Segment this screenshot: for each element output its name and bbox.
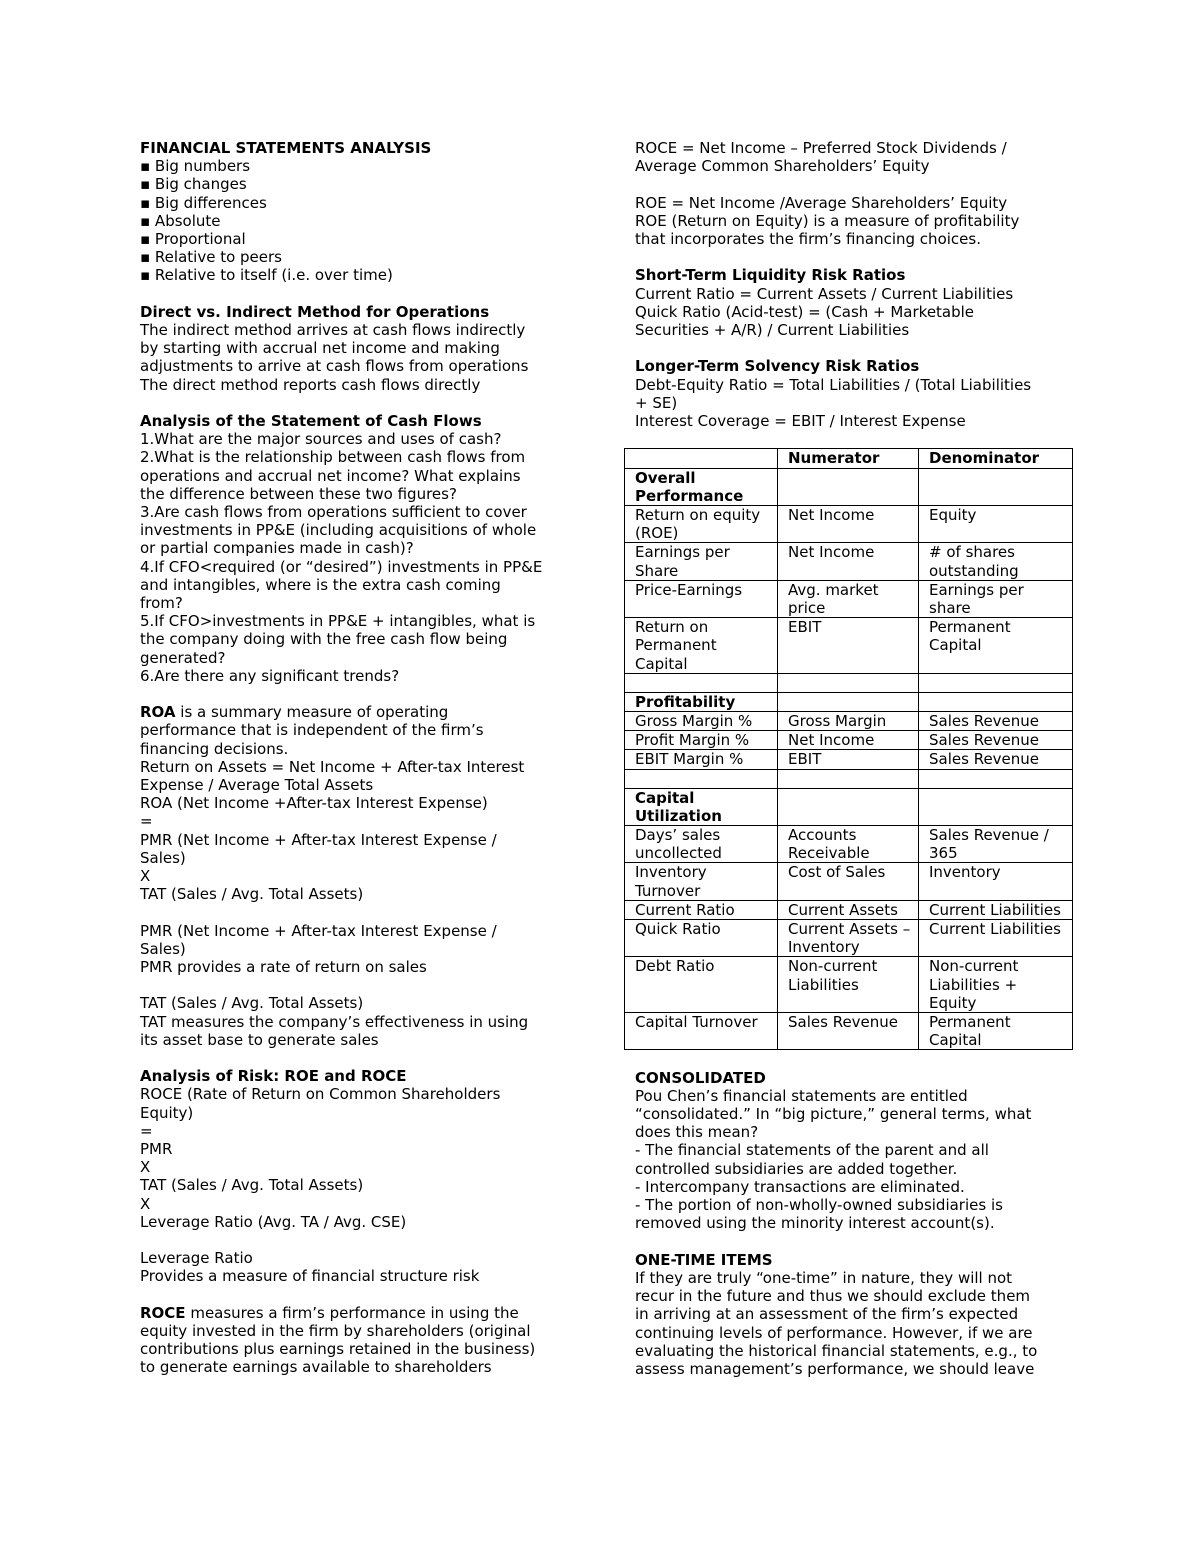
table-header-blank (625, 449, 778, 468)
consolidated-line: does this mean? (635, 1123, 759, 1142)
short-term-liquidity-text (635, 285, 1075, 340)
one-time-items-heading: ONE-TIME ITEMS (635, 1250, 773, 1269)
cash-flow-question-line: operations and accrual net income? What explains (140, 466, 521, 485)
roe-line: ROE (Return on Equity) is a measure of profitability (635, 211, 1020, 230)
roce-intro (140, 1304, 570, 1322)
numerator-cell: Gross Margin (778, 712, 919, 731)
denominator-cell (919, 673, 1073, 692)
numerator-cell: Non-current Liabilities (778, 957, 919, 1013)
roa-line: PMR (Net Income + After-tax Interest Expense / (140, 830, 497, 849)
one-time-items-line: evaluating the historical financial statements, e.g., to (635, 1341, 1038, 1360)
direct-method-line: by starting with accrual net income and making (140, 339, 500, 358)
ratio-name-cell: Capital Turnover (625, 1013, 778, 1050)
denominator-cell: Current Liabilities (919, 900, 1073, 919)
roa-line: Return on Assets = Net Income + After-tax Interest (140, 757, 525, 776)
denominator-cell: Inventory (919, 863, 1073, 900)
cash-flow-question-line: 3.Are cash flows from operations sufficient to cover (140, 503, 527, 522)
denominator-cell: Sales Revenue / 365 (919, 826, 1073, 863)
short-term-liquidity-line: Securities + A/R) / Current Liabilities (635, 321, 910, 339)
denominator-cell: Sales Revenue (919, 731, 1073, 750)
roa-line: = (140, 812, 153, 831)
roce-equation (635, 139, 1075, 175)
one-time-items-line: recur in the future and thus we should exclude them (635, 1287, 1031, 1306)
denominator-cell: Non-current Liabilities + Equity (919, 957, 1073, 1013)
table-header-row (625, 449, 1073, 468)
fsa-heading: FINANCIAL STATEMENTS ANALYSIS (140, 139, 432, 157)
consolidated-line: Pou Chen’s financial statements are entitled (635, 1086, 968, 1105)
numerator-cell (778, 468, 919, 505)
consolidated-text (635, 1087, 1075, 1233)
risk-line: Leverage Ratio (Avg. TA / Avg. CSE) (140, 1212, 407, 1231)
ratio-name-cell: Overall Performance (625, 468, 778, 505)
short-term-liquidity-heading: Short-Term Liquidity Risk Ratios (635, 266, 906, 285)
denominator-cell: # of shares outstanding (919, 543, 1073, 580)
ratio-name-cell: Current Ratio (625, 900, 778, 919)
one-time-items-line: in arriving at an assessment of the firm’s expected (635, 1305, 1019, 1324)
denominator-cell (919, 692, 1073, 711)
roce-intro-text: measures a firm’s performance in using the (185, 1303, 519, 1322)
table-row (625, 920, 1073, 957)
one-time-items-line: If they are truly “one-time” in nature, they will not (635, 1268, 1013, 1287)
solvency-line: + SE) (635, 393, 678, 412)
ratio-name-cell: Earnings per Share (625, 543, 778, 580)
one-time-items-line: assess management’s performance, we should leave (635, 1359, 1035, 1378)
roa-line: X (140, 867, 151, 886)
ratio-name-cell: Profit Margin % (625, 731, 778, 750)
cash-flow-question-line: 6.Are there any significant trends? (140, 666, 400, 685)
risk-line: PMR (140, 1140, 173, 1159)
risk-line: Equity) (140, 1103, 194, 1122)
tat-line: TAT measures the company’s effectiveness in using (140, 1012, 529, 1031)
cash-flow-question-line: from? (140, 594, 183, 613)
ratio-name-cell: Price-Earnings (625, 580, 778, 617)
roe-line: ROE = Net Income /Average Shareholders’ Equity (635, 193, 1008, 212)
pmr-line: Sales) (140, 939, 186, 958)
risk-line: TAT (Sales / Avg. Total Assets) (140, 1176, 364, 1195)
ratio-name-cell (625, 769, 778, 788)
roa-line: performance that is independent of the firm’s (140, 721, 484, 740)
ratio-name-cell: Profitability (625, 692, 778, 711)
solvency-line: Interest Coverage = EBIT / Interest Expense (635, 412, 966, 430)
roa-line: Expense / Average Total Assets (140, 776, 374, 795)
numerator-cell: EBIT (778, 750, 919, 769)
table-row (625, 900, 1073, 919)
direct-method-line: The direct method reports cash flows directly (140, 375, 481, 394)
left-column (140, 139, 570, 1377)
roa-text (140, 721, 570, 903)
direct-method-text (140, 321, 570, 394)
numerator-cell: Current Assets – Inventory (778, 920, 919, 957)
cash-flow-question-line: or partial companies made in cash)? (140, 539, 414, 558)
numerator-cell (778, 788, 919, 825)
roa-line: TAT (Sales / Avg. Total Assets) (140, 885, 364, 904)
table-header-numerator: Numerator (778, 449, 919, 468)
ratio-name-cell: EBIT Margin % (625, 750, 778, 769)
table-row (625, 580, 1073, 617)
fsa-bullet: ▪ Big numbers (140, 157, 251, 176)
ratio-name-cell: Inventory Turnover (625, 863, 778, 900)
roce-text (140, 1322, 570, 1377)
short-term-liquidity-line: Quick Ratio (Acid-test) = (Cash + Marketable (635, 302, 975, 321)
numerator-cell: Accounts Receivable (778, 826, 919, 863)
tat-line: its asset base to generate sales (140, 1030, 379, 1049)
roe-text (635, 194, 1075, 249)
solvency-line: Debt-Equity Ratio = Total Liabilities / (Total Liabilities (635, 375, 1032, 394)
consolidated-line: removed using the minority interest account(s). (635, 1214, 995, 1233)
pmr-text (140, 922, 570, 977)
cash-flow-question-line: 2.What is the relationship between cash flows from (140, 448, 526, 467)
pmr-line: PMR provides a rate of return on sales (140, 958, 427, 977)
ratio-table (624, 448, 1073, 1050)
numerator-cell (778, 692, 919, 711)
risk-analysis-heading: Analysis of Risk: ROE and ROCE (140, 1067, 407, 1086)
table-section-row (625, 468, 1073, 505)
table-section-row (625, 692, 1073, 711)
denominator-cell: Permanent Capital (919, 1013, 1073, 1050)
one-time-items-text (635, 1269, 1075, 1378)
cash-flow-question-line: 4.If CFO<required (or “desired”) investments in PP&E (140, 557, 543, 576)
denominator-cell: Permanent Capital (919, 618, 1073, 674)
direct-method-line: adjustments to arrive at cash flows from operations (140, 357, 529, 376)
ratio-name-cell: Debt Ratio (625, 957, 778, 1013)
fsa-bullet-list (140, 157, 570, 284)
leverage-line: Leverage Ratio (140, 1249, 253, 1268)
one-time-items-line: continuing levels of performance. However, if we are (635, 1323, 1033, 1342)
numerator-cell: Sales Revenue (778, 1013, 919, 1050)
ratio-name-cell: Return on Permanent Capital (625, 618, 778, 674)
numerator-cell: Cost of Sales (778, 863, 919, 900)
table-row (625, 712, 1073, 731)
leverage-text (140, 1249, 570, 1285)
roa-line: financing decisions. (140, 739, 289, 758)
denominator-cell: Equity (919, 506, 1073, 543)
table-row (625, 506, 1073, 543)
table-row (625, 826, 1073, 863)
fsa-bullet: ▪ Relative to peers (140, 248, 282, 267)
roce-equation-line: Average Common Shareholders’ Equity (635, 157, 930, 176)
pmr-line: PMR (Net Income + After-tax Interest Expense / (140, 921, 497, 940)
ratio-name-cell: Return on equity (ROE) (625, 506, 778, 543)
risk-line: = (140, 1121, 153, 1140)
numerator-cell: Net Income (778, 543, 919, 580)
cash-flow-question-line: 5.If CFO>investments in PP&E + intangibles, what is (140, 612, 536, 631)
table-row (625, 750, 1073, 769)
numerator-cell: Net Income (778, 731, 919, 750)
risk-line: X (140, 1194, 151, 1213)
consolidated-heading: CONSOLIDATED (635, 1068, 766, 1087)
risk-text (140, 1085, 570, 1231)
table-row (625, 863, 1073, 900)
fsa-bullet: ▪ Proportional (140, 230, 246, 249)
table-row (625, 1013, 1073, 1050)
denominator-cell: Earnings per share (919, 580, 1073, 617)
solvency-text (635, 376, 1075, 431)
consolidated-line: “consolidated.” In “big picture,” general terms, what (635, 1105, 1032, 1124)
roce-term: ROCE (140, 1303, 186, 1322)
cash-flow-question-line: and intangibles, where is the extra cash coming (140, 575, 501, 594)
solvency-heading: Longer-Term Solvency Risk Ratios (635, 357, 920, 376)
consolidated-line: - Intercompany transactions are eliminated. (635, 1177, 965, 1196)
fsa-bullet: ▪ Big differences (140, 193, 267, 212)
table-row (625, 543, 1073, 580)
risk-line: ROCE (Rate of Return on Common Shareholders (140, 1085, 501, 1104)
leverage-line: Provides a measure of financial structure risk (140, 1267, 480, 1286)
roa-intro (140, 703, 570, 721)
numerator-cell: EBIT (778, 618, 919, 674)
direct-method-line: The indirect method arrives at cash flows indirectly (140, 321, 526, 340)
roce-equation-line: ROCE = Net Income – Preferred Stock Dividends / (635, 139, 1007, 157)
table-row (625, 957, 1073, 1013)
roa-intro-text: is a summary measure of operating (175, 703, 449, 722)
consolidated-line: controlled subsidiaries are added together. (635, 1159, 958, 1178)
denominator-cell: Sales Revenue (919, 750, 1073, 769)
consolidated-line: - The financial statements of the parent and all (635, 1141, 989, 1160)
fsa-bullet: ▪ Big changes (140, 175, 247, 194)
ratio-name-cell: Gross Margin % (625, 712, 778, 731)
cash-flow-analysis-heading: Analysis of the Statement of Cash Flows (140, 412, 482, 431)
denominator-cell: Current Liabilities (919, 920, 1073, 957)
roce-line: to generate earnings available to shareholders (140, 1358, 492, 1377)
risk-line: X (140, 1158, 151, 1177)
roce-line: equity invested in the firm by shareholders (original (140, 1322, 531, 1341)
roa-line: Sales) (140, 848, 186, 867)
roa-line: ROA (Net Income +After-tax Interest Expense) (140, 794, 488, 813)
cash-flow-question-line: generated? (140, 648, 226, 667)
table-row (625, 618, 1073, 674)
fsa-bullet: ▪ Absolute (140, 211, 221, 230)
denominator-cell (919, 769, 1073, 788)
table-spacer-row (625, 673, 1073, 692)
cash-flow-questions (140, 430, 570, 685)
roa-term: ROA (140, 703, 176, 722)
direct-method-heading: Direct vs. Indirect Method for Operations (140, 302, 490, 321)
consolidated-line: - The portion of non-wholly-owned subsidiaries is (635, 1196, 1003, 1215)
cash-flow-question-line: the company doing with the free cash flow being (140, 630, 508, 649)
cash-flow-question-line: investments in PP&E (including acquisitions of whole (140, 521, 537, 540)
ratio-name-cell: Quick Ratio (625, 920, 778, 957)
ratio-name-cell (625, 673, 778, 692)
roce-line: contributions plus earnings retained in the business) (140, 1340, 536, 1359)
numerator-cell: Current Assets (778, 900, 919, 919)
table-header-denominator: Denominator (919, 449, 1073, 468)
fsa-bullet: ▪ Relative to itself (i.e. over time) (140, 266, 393, 285)
cash-flow-question-line: the difference between these two figures? (140, 484, 457, 503)
cash-flow-question-line: 1.What are the major sources and uses of cash? (140, 430, 502, 449)
tat-line: TAT (Sales / Avg. Total Assets) (140, 994, 364, 1013)
table-spacer-row (625, 769, 1073, 788)
numerator-cell (778, 673, 919, 692)
denominator-cell (919, 468, 1073, 505)
short-term-liquidity-line: Current Ratio = Current Assets / Current Liabilities (635, 284, 1014, 303)
right-column (635, 139, 1075, 1378)
table-section-row (625, 788, 1073, 825)
numerator-cell: Net Income (778, 506, 919, 543)
tat-text (140, 994, 570, 1049)
table-row (625, 731, 1073, 750)
ratio-name-cell: Days’ sales uncollected (625, 826, 778, 863)
ratio-name-cell: Capital Utilization (625, 788, 778, 825)
denominator-cell (919, 788, 1073, 825)
denominator-cell: Sales Revenue (919, 712, 1073, 731)
numerator-cell: Avg. market price (778, 580, 919, 617)
roe-line: that incorporates the firm’s financing choices. (635, 230, 981, 248)
numerator-cell (778, 769, 919, 788)
